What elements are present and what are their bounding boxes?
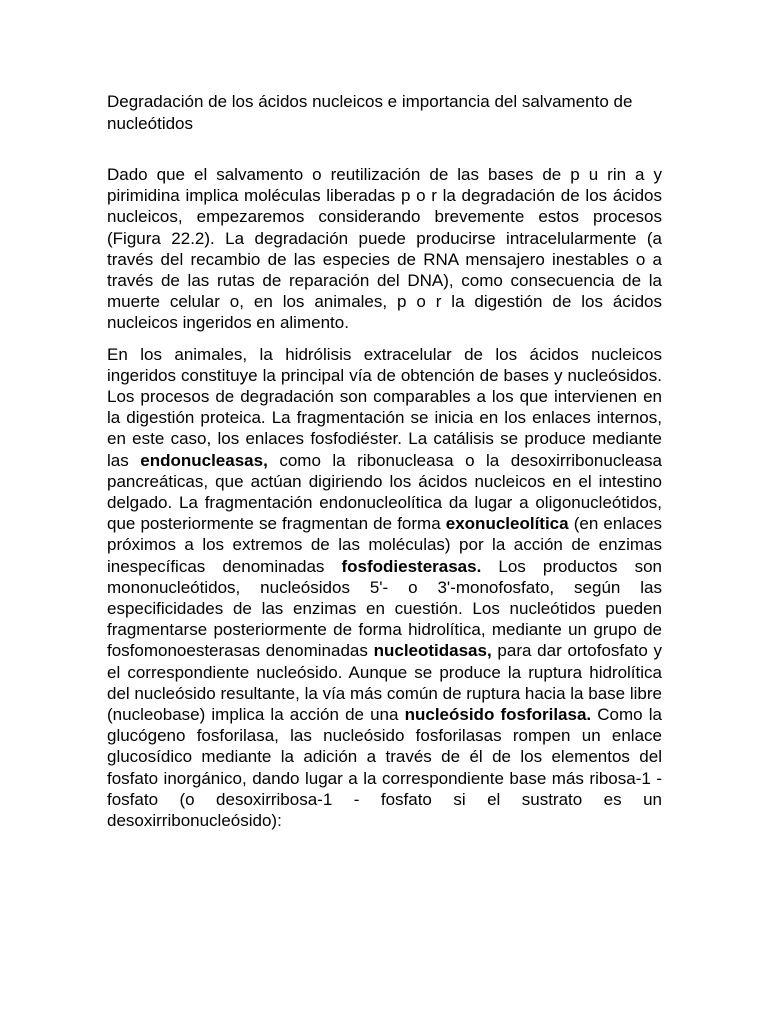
paragraph-2-text: Como la glucógeno fosforilasa, las nucleósido fosforilasas rompen un enlace glucosídico mediante la adición a través de él de los elementos del fosfato inorgánico, dando lugar a la correspondiente base más ribosa-1 -fosfato (o desoxirribosa-1 - fosfato si el sustrato es un desoxirribonucleósido): [107, 705, 662, 831]
paragraph-2-text: Los productos son mononucleótidos, nucleósidos 5'- o 3'-monofosfato, según las especificidades de las enzimas en cuestión. Los nucleótidos pueden fragmentarse posteriormente de forma hidrolítica, mediante un grupo de fosfomonoesterasas denominadas [107, 556, 662, 661]
paragraph-2-text: como la ribonucleasa o la desoxirribonucleasa pancreáticas, que actúan digiriendo los ácidos nucleicos en el intestino delgado. La fragmentación endonucleolítica da lugar a oligonucleótidos, que posteriormente se fragmentan de forma [107, 450, 662, 534]
term-endonucleasas: endonucleasas, [140, 450, 268, 470]
paragraph-2-text: (en enlaces próximos a los extremos de las moléculas) por la acción de enzimas inespecíficas denominadas [107, 514, 662, 576]
term-fosfodiesterasas: fosfodiesterasas. [341, 556, 482, 576]
paragraph-1: Dado que el salvamento o reutilización de las bases de p u rin a y pirimidina implica moléculas liberadas p o r la degradación de los ácidos nucleicos, empezaremos considerando brevemente estos procesos (Figura 22.2). La degradación puede producirse intracelularmente (a través del recambio de las especies de RNA mensajero inestables o a través de las rutas de reparación del DNA), como consecuencia de la muerte celular o, en los animales, p o r la digestión de los ácidos nucleicos ingeridos en alimento. [107, 165, 662, 333]
term-nucleotidasas: nucleotidasas, [373, 641, 492, 661]
paragraph-2 [107, 344, 662, 832]
term-nucleosido-fosforilasa: nucleósido fosforilasa. [404, 705, 592, 725]
document-page [107, 91, 662, 831]
paragraph-2-text: para dar ortofosfato y el correspondiente nucleósido. Aunque se produce la ruptura hidrolítica del nucleósido resultante, la vía más común de ruptura hacia la base libre (nucleobase) implica la acción de una [107, 641, 662, 725]
term-exonucleolitica: exonucleolítica [445, 514, 569, 534]
document-title: Degradación de los ácidos nucleicos e importancia del salvamento de nucleótidos [107, 92, 633, 133]
paragraph-2-text: En los animales, la hidrólisis extracelular de los ácidos nucleicos ingeridos constituye la principal vía de obtención de bases y nucleósidos. Los procesos de degradación son comparables a los que intervienen en la digestión proteica. La fragmentación se inicia en los enlaces internos, en este caso, los enlaces fosfodiéster. La catálisis se produce mediante las [107, 344, 662, 470]
